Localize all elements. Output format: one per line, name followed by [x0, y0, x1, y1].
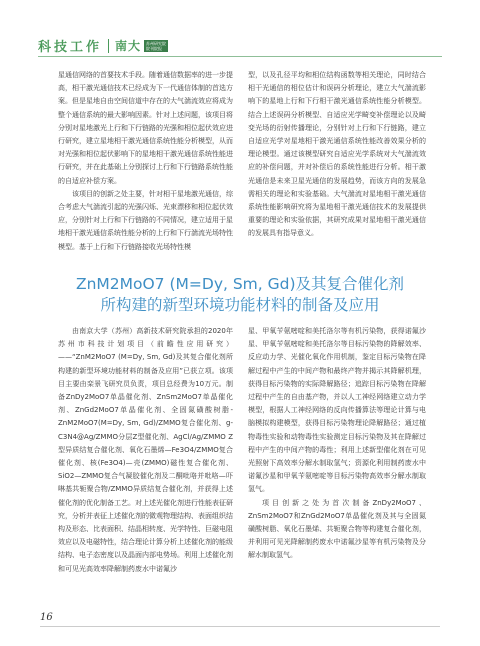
header-rule	[38, 56, 442, 57]
article-title-line-1: ZnM2MoO7 (M=Dy, Sm, Gd)及其复合催化剂	[75, 275, 405, 293]
page-number: 16	[40, 612, 53, 623]
bottom-right-column	[248, 325, 426, 563]
article-title	[40, 274, 440, 316]
bottom-left-column	[58, 325, 233, 576]
university-name: 南大	[115, 39, 142, 53]
journal-badge	[144, 40, 168, 52]
top-right-column	[248, 69, 426, 241]
top-left-column	[58, 69, 233, 254]
article-title-line-2: 所构建的新型环境功能材料的制备及应用	[100, 296, 380, 314]
paragraph: 由南京大学（苏州）高新技术研究院承担的2020年苏州市科技计划项目（前瞻性应用研究）——“ZnM2MoO7 (M=Dy, Sm, Gd)及其复合催化剂所构建的新型环境功能材料的制备及应用”已获立项。该项目主要由栾景飞研究员负责，项目总经费为10万元。制备ZnDy2MoO7单晶催化剂、ZnSm2MoO7单晶催化剂、ZnGd2MoO7单晶催化剂、全固氮磺酸树脂-ZnM2MoO7(M=Dy, Sm, Gd)/ZMMO复合催化剂、g-C3N4@Ag/ZMMO分层Z型催化剂、AgCl/Ag/ZMMO Z型异质结复合催化剂、氧化石墨烯—Fe3O4/ZMMO复合催化剂、核(Fe3O4)—壳(ZMMO)磁性复合催化剂、SiO2—ZMMO复合气凝胶催化剂及二酮吡咯并吡咯—吓啉基共轭聚合物/ZMMO异质结复合催化剂，并获得上述催化剂的优化制备工艺。对上述光催化剂进行性能表征研究，分析并表征上述催化剂的微观物理结构、表面组织结构及形态、比表面积、结晶相转度、光学特性、巨磁电阻效应以及电磁特性，结合理论计算分析上述催化剂的能级结构、电子态密度以及晶面内部电势场。利用上述催化剂和可见光高效率降解制药废水中诺氟沙	[58, 327, 233, 573]
badge-line-1: 苏州研究院	[146, 40, 167, 46]
header-separator	[108, 39, 109, 53]
footer-rule	[40, 626, 440, 627]
section-title: 科技工作	[38, 40, 103, 55]
badge-line-2: 院刊院报	[146, 45, 163, 51]
paragraph: 项目创新之处为首次制备ZnDy2MoO7、ZnSm2MoO7和ZnGd2MoO7单晶催化剂及其与全固氮磺酸树脂、氧化石墨烯、共轭聚合物等构建复合催化剂，并利用可见光降解制药废水中诺氟沙星等有机污染物及分解水制取氢气。	[248, 498, 426, 560]
paragraph: 星、甲氧苄氨嘧啶和美托洛尔等有机污染物，获得诺氟沙星、甲氧苄氨嘧啶和美托洛尔等目标污染物的降解效率、反应动力学、光催化氧化作用机制，鉴定目标污染物在降解过程中产生的中间产物和最终产物并揭示其降解机理，获得目标污染物的实际降解路径；追踪目标污染物在降解过程中产生的自由基产物，并以人工神经网络建立动力学模型，根据人工神经网络的反向传播算法等理论计算与电脑模拟构建模型，获得目标污染物理论降解路径；通过植物毒性实验和动物毒性实验测定目标污染物及其在降解过程中产生的中间产物的毒性；利用上述新型催化剂在可见光照射下高效率分解水制取氢气；资源化利用制药废水中诺氟沙星和甲氧苄氨嘧啶等目标污染物高效率分解水制取氢气。	[248, 327, 426, 494]
paragraph: 该项目的创新之处主要，针对相干星地激光通信，综合考虑大气湍流引起的光强闪烁、光束漂移和相位起伏效应，分别针对上行和下行链路的不同情况，建立适用于星地相干激光通信系统性能分析的上行和下行湍流光场特性模型。基于上行和下行链路接收光场特性模	[58, 189, 233, 251]
page-header	[38, 36, 168, 55]
paragraph: 星通信网络的首要技术手段。随着通信数据率的进一步提高，相干激光通信技术已经成为下一代通信体制的首选方案。但是星地自由空间信道中存在的大气湍流效应将成为整个通信系统的最大影响因素。针对上述问题，该项目将分别对星地激光上行和下行链路的光强和相位起伏效应进行研究，建立星地相干激光通信系统性能分析模型，从而对光强和相位起伏影响下的星地相干激光通信系统性能进行研究，并在此基础上分别探讨上行和下行链路系统性能的自适应补偿方案。	[58, 71, 233, 185]
paragraph: 型，以及孔径平均和相位结构函数等相关理论，同时结合相干光通信的相位估计和误码分析理论，建立大气湍流影响下的星地上行和下行相干激光通信系统性能分析模型。结合上述误码分析模型、自适应光学畸变补偿理论以及畸变光场的衍射传播理论，分别针对上行和下行链路，建立自适应光学对星地相干激光通信系统性能改善效果分析的理论模型。通过该模型研究自适应光学系统对大气湍流效应的补偿问题，并对补偿后的系统性能进行分析。相干激光通信是未来卫星光通信的发展趋势，而该方向的发展急需相关的理论和实验基础。大气湍流对星地相干激光通信系统性能影响研究将为星地相干激光通信技术的发展提供重要的理论和实验依据，其研究成果对星地相干激光通信的发展具有指导意义。	[248, 71, 426, 238]
